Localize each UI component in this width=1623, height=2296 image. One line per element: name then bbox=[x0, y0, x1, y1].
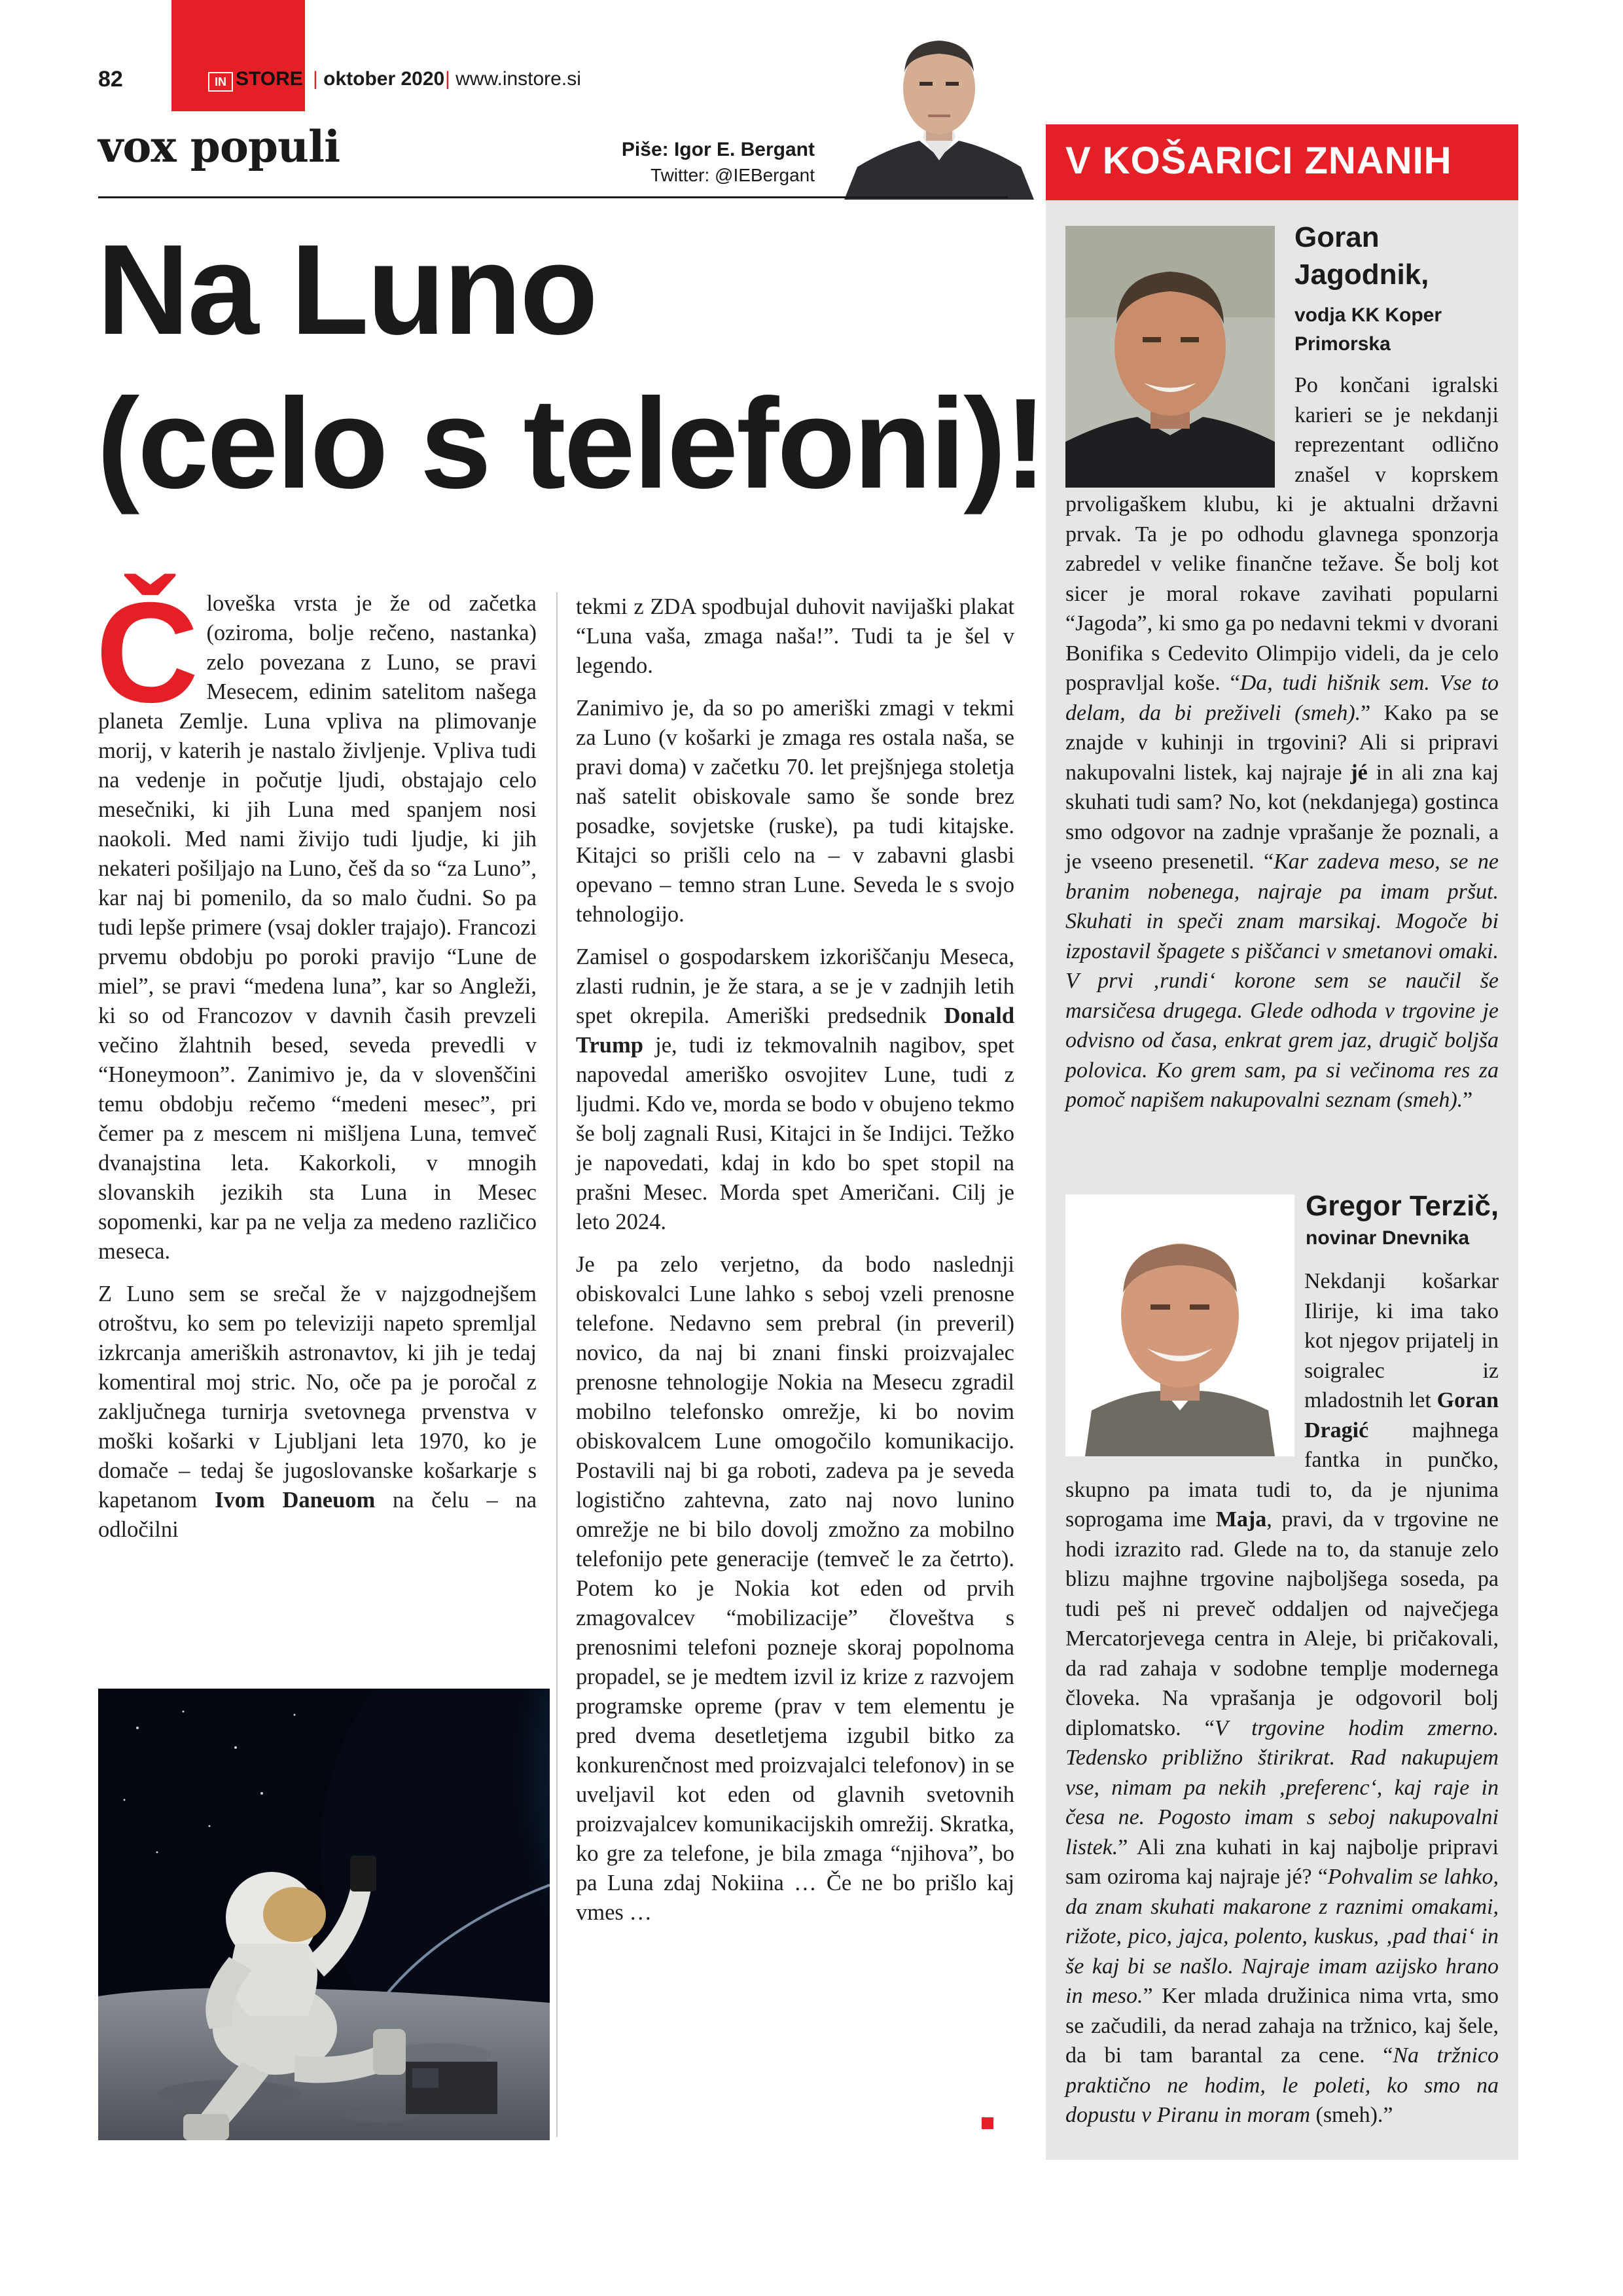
highlighted-name: Goran Dragić bbox=[1304, 1388, 1499, 1443]
magazine-brand: STORE bbox=[236, 68, 303, 90]
highlighted-name: Maja bbox=[1215, 1507, 1267, 1532]
article-column-2 bbox=[576, 592, 1014, 1941]
interview-text: majhnega fantka in punčko, skupno pa imata tudi to, da je njunima soprogama ime bbox=[1065, 1418, 1499, 1532]
person2-name: Gregor Terzič, bbox=[1306, 1190, 1499, 1222]
interview-text: Po končani igralski karieri se je nekdanji reprezentant odlično znašel v koprskem prvoligaškem klubu, ki je aktualni državni prvak. Ta je po odhodu glavnega sponzorja zabredel v velike finančne težave. Še bolj kot sicer je moral rokave zavihati popularni “Jagoda”, ki smo ga po nedavni tekmi v dvorani Bonifika s Cedevito Olimpijo videli, da je celo pospravljal koše. “ bbox=[1065, 373, 1499, 695]
article-paragraph bbox=[576, 942, 1014, 1237]
interview-paragraph bbox=[1065, 1266, 1499, 2130]
article-paragraph: tekmi z ZDA spodbujal duhovit navijaški plakat “Luna vaša, zmaga naša!”. Tudi ta je šel v legendo. bbox=[576, 594, 1014, 678]
header-rule bbox=[98, 196, 1008, 198]
end-of-article-square bbox=[982, 2117, 993, 2129]
interview-text: , pravi, da v trgovine ne hodi izrazito rad. Glede na to, da stanuje zelo blizu majhne trgovine najboljšega soseda, pa tudi peš ni preveč oddaljen od največjega Mercatorjevega centra in Aleje, bi pričakovali, da rad zahaja v sodobne templje modernega človeka. Na vprašanja je odgovoril bolj diplomatsko. “ bbox=[1065, 1507, 1499, 1740]
interview-text: ” Ali zna kuhati in kaj najbolje pripravi sam oziroma kaj najraje jé? “ bbox=[1065, 1835, 1499, 1889]
interview-quote: Kar zadeva meso, se ne branim nobenega, najraje pa imam pršut. Skuhati in speči znam marsikaj. Mogoče bi izpostavil špagete s piščanci v smetanovi omaki. V prvi ‚rundi‘ korone sem se naučil še marsičesa drugega. Glede odhoda v trgovine je odvisno od časa, enkrat grem jaz, drugič boljša polovica. Ko grem sam, pa si večinoma res za pomoč napišem nakupovalni seznam (smeh). bbox=[1065, 850, 1499, 1112]
text-wrap-spacer bbox=[1065, 370, 1294, 485]
interview-text: ” Ker mlada družinica nima vrta, smo se začudili, da nerad zahaja na tržnico, kaj šele, da bi tam barantal za cene. “ bbox=[1065, 1984, 1499, 2068]
issue-date: | oktober 2020 bbox=[313, 68, 445, 90]
text-wrap-spacer bbox=[1065, 1266, 1304, 1446]
article-text: Zamisel o gospodarskem izkoriščanju Meseca, zlasti rudnin, je že stara, a se je v zadnjih letih spet okrepila. Ameriški predsednik bbox=[576, 944, 1014, 1028]
column-divider bbox=[556, 592, 558, 2137]
website-text: www.instore.si bbox=[455, 68, 581, 90]
highlighted-name: Donald Trump bbox=[576, 1003, 1015, 1058]
interview-paragraph bbox=[1065, 370, 1499, 1115]
article-paragraph bbox=[98, 1280, 537, 1545]
drop-cap: Č bbox=[96, 573, 199, 732]
interview-quote: Da, tudi hišnik sem. Vse to delam, da bi preživeli (smeh). bbox=[1065, 671, 1499, 725]
red-header-tab bbox=[171, 0, 305, 111]
headline-line-2: (celo s telefoni)! bbox=[97, 372, 1045, 515]
astronaut-on-moon-photo bbox=[98, 1689, 550, 2140]
in-badge: IN bbox=[208, 72, 233, 92]
interview-text: ” Kako pa se znajde v kuhinji in trgovini? Ali si pripravi nakupovalni listek, kaj najraje bbox=[1065, 700, 1499, 785]
article-text: na čelu – na odločilni bbox=[98, 1488, 537, 1542]
interview-text: ” bbox=[1463, 1088, 1473, 1112]
person1-last-name: Jagodnik, bbox=[1294, 259, 1429, 291]
byline-author: Piše: Igor E. Bergant bbox=[621, 139, 815, 160]
website-link[interactable]: | www.instore.si bbox=[445, 68, 581, 90]
article-paragraph: Je pa zelo verjetno, da bodo naslednji obiskovalci Lune lahko s seboj vzeli prenosne telefone. Nedavno sem prebral (in preveril) novico, da naj bi znani finski proizvajalec prenosne tehnologije Nokia na Mesecu zgradil mobilno telefonsko omrežje, ki bo novim obiskovalcem Lune omogočilo komunikacijo. Postavili naj bi ga roboti, zadeva pa je seveda logistično zahtevna, zato naj novo lunino omrežje ne bi bilo dovolj zmožno za mobilno telefonijo pete generacije (temveč le za četrto). Potem ko je Nokia kot eden od prvih zmagovalcev “mobilizacije” človeštva s prenosnimi telefoni pozneje skoraj popolnoma propadel, se je medtem izvil iz krize z razvojem programske opreme (prav v tem elementu je pred dvema desetletjema izgubil bitko za konkurenčnost med proizvajalci telefonov) in se uveljavil kot eden od glavnih svetovnih proizvajalcev komunikacijskih omrežij. Skratka, ko gre za telefone, je bila zmaga “njihova”, bo pa Luna zdaj Nokiina … Če ne bo prišlo kaj vmes … bbox=[576, 1252, 1014, 1925]
interview-quote: V trgovine hodim zmerno. Tedensko približno štirikrat. Rad nakupujem vse, nimam pa nekih ‚preferenc‘, kaj raje in česa ne. Pogosto imam s seboj nakupovalni listek. bbox=[1065, 1715, 1499, 1859]
author-portrait-photo bbox=[844, 26, 1034, 200]
interview-quote: Na tržnico praktično ne hodim, le poleti, ko smo na dopustu v Piranu in moram bbox=[1065, 2043, 1499, 2127]
person1-role: vodja KK Koper Primorska bbox=[1294, 304, 1442, 355]
person2-role: novinar Dnevnika bbox=[1306, 1227, 1470, 1249]
page-number: 82 bbox=[98, 67, 123, 92]
article-text: loveška vrsta je že od začetka (oziroma, bolje rečeno, nastanka) zelo povezana z Luno, se pravi Mesecem, edinim satelitom našega planeta Zemlje. Luna vpliva na plimovanje morij, v katerih je nastalo življenje. Vpliva tudi na vedenje in počutje ljudi, obstajajo celo mesečniki, ki jih Luna med spanjem nosi naokoli. Med nami živijo tudi ljudje, ki jih nekateri pošiljajo na Luno, češ da so “za Luno”, kar naj bi pomenilo, da so malo čudni. So pa tudi lepše primere (vsaj dokler trajajo). Francozi prvemu obdobju po poroki pravijo “Lune de miel”, se pravi “medena luna”, kar so Angleži, ki so od Francozov v davnih časih prevzeli večino žlahtnih besed, seveda prevedli v “Honeymoon”. Zanimivo je, da v slovenščini temu obdobju rečemo “medeni mesec”, pri čemer pa z mescem ni mišljena Luna, temveč dvanajstina leta. Kakorkoli, v mnogih slovanskih jezikih sta Luna in Mesec sopomenki, kar pa ne velja za medeno različico meseca. bbox=[98, 591, 537, 1264]
article-text: Z Luno sem se srečal že v najzgodnejšem otroštvu, ko sem po televiziji napeto spremljal izkrcanja ameriških astronavtov, ki jih je tedaj komentiral moj stric. No, oče pa je poročal z zaključnega turnirja svetovnega prvenstva v moški košarki v Ljubljani leta 1970, ko je domače – tedaj še jugoslovanske košarkarje s kapetanom bbox=[98, 1282, 537, 1513]
headline-line-1: Na Luno bbox=[97, 218, 596, 361]
person1-first-name: Goran bbox=[1294, 221, 1380, 253]
article-paragraph: Zanimivo je, da so po ameriški zmagi v tekmi za Luno (v košarki je zmaga res ostala naša, se pravi doma) v začetku 70. let prejšnjega stoletja naš satelit obiskovale samo še sonde brez posadke, sovjetske (ruske), pa tudi kitajske. Kitajci so prišli celo na – v zabavni glasbi opevano – temno stran Lune. Seveda le s svojo tehnologijo. bbox=[576, 696, 1014, 927]
person2-interview-text bbox=[1065, 1266, 1499, 2130]
highlighted-name: Ivom Daneuom bbox=[215, 1488, 376, 1513]
sidebar-title: V KOŠARICI ZNANIH bbox=[1065, 139, 1452, 182]
interview-quote: Pohvalim se lahko, da znam skuhati makarone z raznimi omakami, rižote, pico, jajca, polento, kuskus, ‚pad thai‘ in še kaj bi se našlo. Najraje imam azijsko hrano in meso. bbox=[1065, 1865, 1499, 2008]
section-label: vox populi bbox=[98, 121, 340, 172]
issue-date-text: oktober 2020 bbox=[323, 68, 445, 90]
byline-twitter[interactable]: Twitter: @IEBergant bbox=[651, 165, 815, 185]
interview-text: in ali zna kaj skuhati tudi sam? No, kot (nekdanjega) gostinca smo odgovor na zadnje vprašanje že poznali, a je vseeno presenetil. “ bbox=[1065, 760, 1499, 874]
person1-interview-text bbox=[1065, 370, 1499, 1115]
interview-text: (smeh).” bbox=[1310, 2103, 1393, 2127]
highlighted-word: jé bbox=[1350, 760, 1368, 785]
article-paragraph bbox=[96, 573, 537, 1266]
interview-text: Nekdanji košarkar Ilirije, ki ima tako kot njegov prijatelj in soigralec iz mladostnih let bbox=[1304, 1269, 1499, 1412]
article-text: je, tudi iz tekmovalnih nagibov, spet napovedal ameriško osvojitev Lune, tudi z ljudmi. Kdo ve, morda se bodo v obujeno tekmo še bolj zagnali Rusi, Kitajci in še Indijci. Težko je napovedati, kdaj in kdo bo spet stopil na prašni Mesec. Morda spet Američani. Cilj je leto 2024. bbox=[576, 1033, 1015, 1234]
article-column-1 bbox=[96, 573, 537, 1558]
